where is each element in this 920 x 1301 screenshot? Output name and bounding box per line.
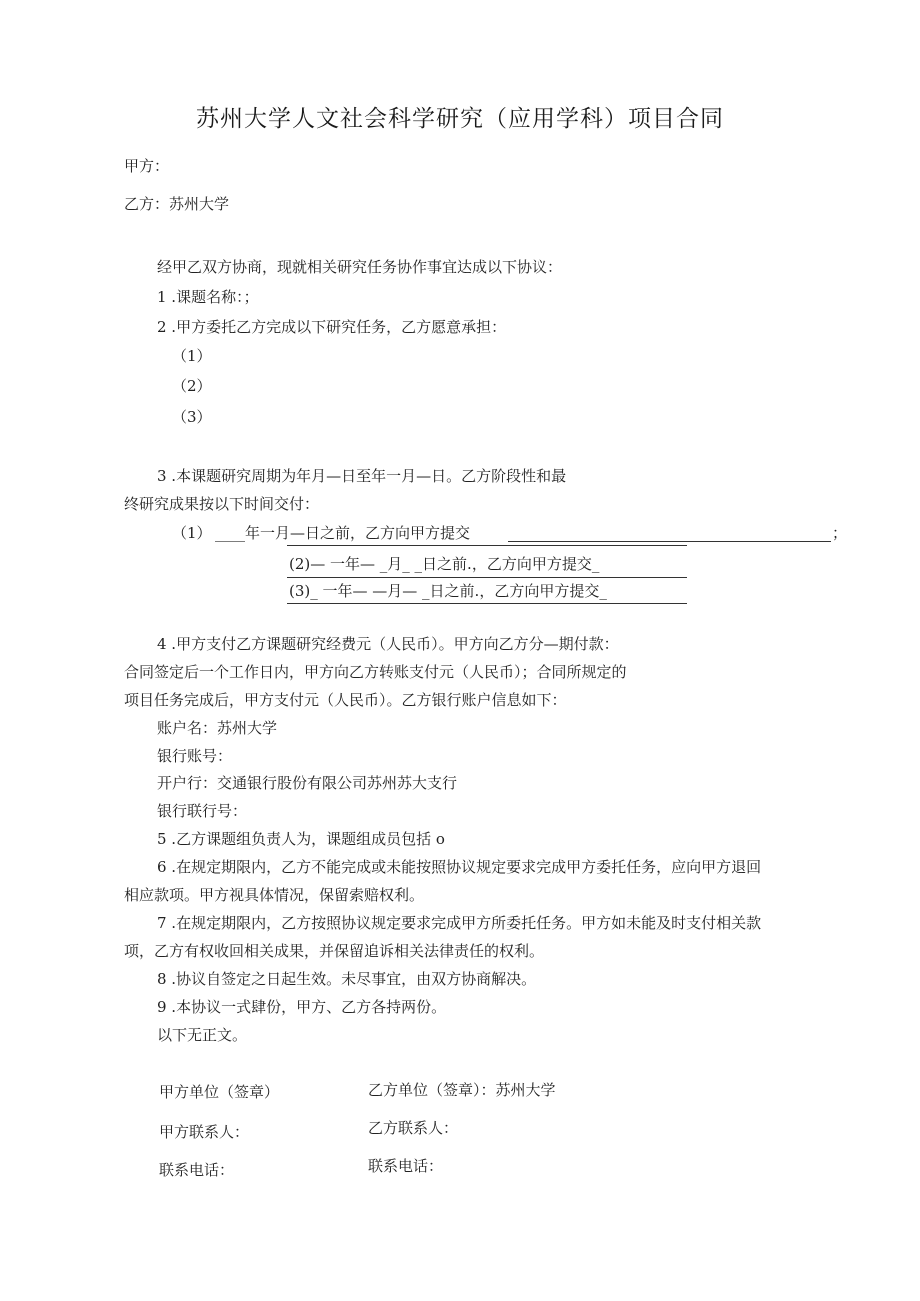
party-b-label: 乙方：苏州大学 — [124, 195, 230, 213]
delivery-table-rule-middle — [287, 577, 687, 578]
contract-title: 苏州大学人文社会科学研究（应用学科）项目合同 — [196, 106, 724, 132]
end-note: 以下无正文。 — [157, 1026, 248, 1044]
delivery-3-text: (3)_ 一年— —月— _日之前.，乙方向甲方提交_ — [289, 582, 607, 600]
clause-4-line-3: 项目任务完成后，甲方支付元（人民币）。乙方银行账户信息如下： — [124, 691, 567, 709]
delivery-1-end: ； — [832, 524, 848, 542]
clause-7-line-1: 7 .在规定期限内，乙方按照协议规定要求完成甲方所委托任务。甲方如未能及时支付相关款 — [157, 914, 762, 932]
clause-6-line-2: 相应款项。甲方视具体情况，保留索赔权利。 — [124, 886, 425, 904]
clause-5: 5 .乙方课题组负责人为，课题组成员包括 o — [157, 830, 445, 848]
clause-1: 1 .课题名称：； — [157, 288, 259, 306]
party-a-unit-signature: 甲方单位（签章） — [159, 1083, 280, 1101]
delivery-2-text: (2)— 一年— _月_ _日之前.，乙方向甲方提交_ — [289, 555, 600, 573]
account-number: 银行账号： — [157, 747, 233, 765]
account-name: 账户名：苏州大学 — [157, 719, 278, 737]
clause-3-line-2: 终研究成果按以下时间交付： — [124, 495, 320, 513]
clause-4-line-1: 4 .甲方支付乙方课题研究经费元（人民币）。甲方向乙方分—期付款： — [157, 635, 619, 653]
delivery-table-rule-top — [287, 545, 687, 546]
delivery-table-rule-bottom — [287, 603, 687, 604]
delivery-1-text: ____年一月—日之前，乙方向甲方提交 — [215, 524, 471, 542]
clause-2: 2 .甲方委托乙方完成以下研究任务，乙方愿意承担： — [157, 318, 507, 336]
party-b-contact: 乙方联系人： — [368, 1119, 459, 1137]
bank-name: 开户行：交通银行股份有限公司苏州苏大支行 — [157, 774, 458, 792]
clause-3-line-1: 3 .本课题研究周期为年月—日至年一月—日。乙方阶段性和最 — [157, 467, 567, 485]
party-b-phone: 联系电话： — [368, 1157, 444, 1175]
party-a-phone: 联系电话： — [159, 1161, 235, 1179]
clause-6-line-1: 6 .在规定期限内，乙方不能完成或未能按照协议规定要求完成甲方委托任务，应向甲方退回 — [157, 858, 762, 876]
task-item-3: （3） — [172, 408, 212, 426]
party-b-unit-signature: 乙方单位（签章）：苏州大学 — [368, 1081, 556, 1099]
bank-code: 银行联行号： — [157, 802, 248, 820]
task-item-1: （1） — [172, 347, 212, 365]
clause-9: 9 .本协议一式肆份，甲方、乙方各持两份。 — [157, 998, 447, 1016]
party-a-contact: 甲方联系人： — [159, 1123, 250, 1141]
clause-4-line-2: 合同签定后一个工作日内，甲方向乙方转账支付元（人民币）；合同所规定的 — [124, 663, 627, 681]
task-item-2: （2） — [172, 377, 212, 395]
intro-paragraph: 经甲乙双方协商，现就相关研究任务协作事宜达成以下协议： — [157, 258, 563, 276]
delivery-1-number: （1） — [172, 524, 212, 542]
party-a-label: 甲方： — [124, 157, 170, 175]
clause-8: 8 .协议自签定之日起生效。未尽事宜，由双方协商解决。 — [157, 970, 537, 988]
delivery-1-blank-line — [508, 541, 831, 542]
clause-7-line-2: 项，乙方有权收回相关成果，并保留追诉相关法律责任的权利。 — [124, 942, 545, 960]
